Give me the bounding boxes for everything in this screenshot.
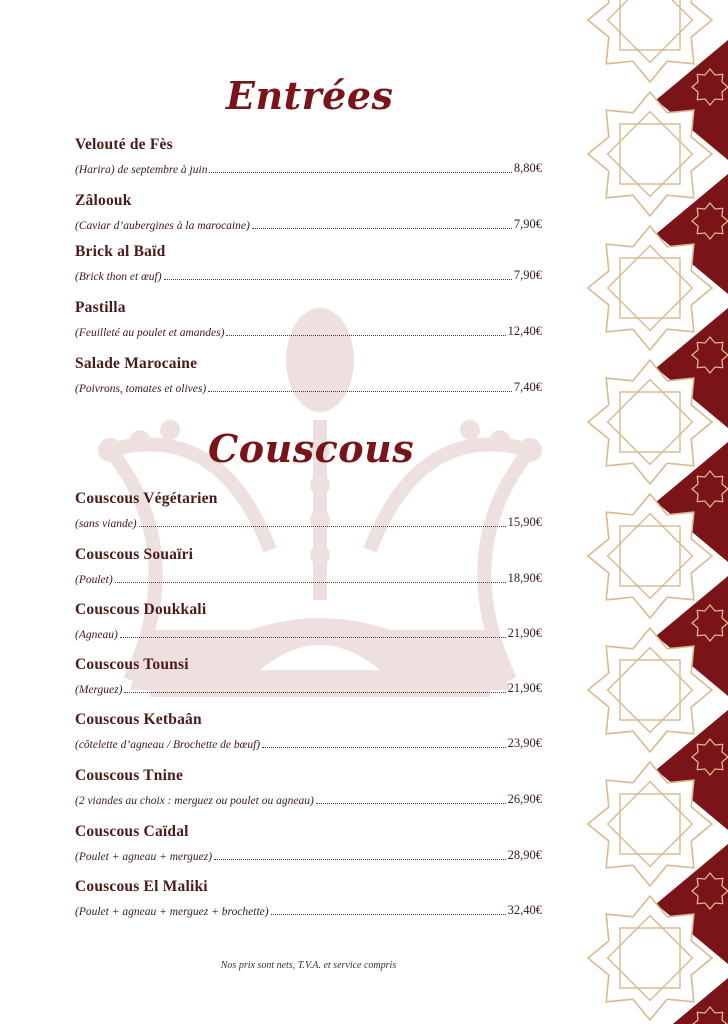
footer-note: Nos prix sont nets, T.V.A. et service compris xyxy=(220,960,397,971)
item-description: (Harira) de septembre à juin xyxy=(75,164,208,176)
dotted-leader xyxy=(316,803,506,804)
item-name: Couscous Tnine xyxy=(75,767,184,784)
menu-item xyxy=(75,767,542,807)
item-name: Velouté de Fès xyxy=(75,136,173,153)
item-description: (Merguez) xyxy=(75,684,123,696)
small-star xyxy=(692,337,728,373)
dotted-leader xyxy=(115,582,506,583)
item-description: (Poulet) xyxy=(75,574,113,586)
item-price: 7,90€ xyxy=(513,268,542,282)
dotted-leader xyxy=(262,747,506,748)
item-price: 8,80€ xyxy=(513,161,542,175)
item-description: (Feuilleté au poulet et amandes) xyxy=(75,327,225,339)
item-price: 26,90€ xyxy=(507,792,542,806)
item-description: (Agneau) xyxy=(75,629,118,641)
menu-item xyxy=(75,355,542,395)
item-name: Brick al Baïd xyxy=(75,243,166,260)
menu-item xyxy=(75,823,542,863)
item-price: 21,90€ xyxy=(507,626,542,640)
item-name: Couscous Tounsi xyxy=(75,656,189,673)
item-description: (Brick thon et œuf) xyxy=(75,271,162,283)
item-name: Couscous Ketbaân xyxy=(75,711,202,728)
dotted-leader xyxy=(208,391,512,392)
item-name: Couscous Souaïri xyxy=(75,546,194,563)
small-star xyxy=(692,69,728,105)
small-star xyxy=(692,471,728,507)
menu-item xyxy=(75,243,542,283)
menu-item xyxy=(75,299,542,339)
dotted-leader xyxy=(164,279,512,280)
menu-item xyxy=(75,192,542,232)
menu-item xyxy=(75,546,542,586)
dotted-leader xyxy=(271,914,506,915)
small-star xyxy=(692,873,728,909)
couscous-title: Couscous xyxy=(208,426,415,471)
small-star xyxy=(692,203,728,239)
item-price: 21,90€ xyxy=(507,681,542,695)
item-price: 23,90€ xyxy=(507,736,542,750)
item-description: (sans viande) xyxy=(75,518,137,530)
dotted-leader xyxy=(139,526,506,527)
small-star xyxy=(692,739,728,775)
item-name: Couscous Caïdal xyxy=(75,823,189,840)
menu-item xyxy=(75,601,542,641)
item-name: Couscous Doukkali xyxy=(75,601,207,618)
dotted-leader xyxy=(120,637,506,638)
menu-item xyxy=(75,878,542,918)
item-name: Pastilla xyxy=(75,299,126,316)
menu-item xyxy=(75,656,542,696)
item-price: 18,90€ xyxy=(507,571,542,585)
item-name: Zâloouk xyxy=(75,192,132,209)
dotted-leader xyxy=(214,859,506,860)
item-price: 7,40€ xyxy=(513,380,542,394)
dotted-leader xyxy=(252,228,512,229)
geometric-pattern-border xyxy=(584,0,728,1024)
dotted-leader xyxy=(226,335,505,336)
dotted-leader xyxy=(124,692,505,693)
menu-item xyxy=(75,490,542,530)
small-star xyxy=(692,605,728,641)
item-description: (Poivrons, tomates et olives) xyxy=(75,383,207,395)
menu-item xyxy=(75,136,542,176)
item-description: (Poulet + agneau + merguez) xyxy=(75,851,213,863)
item-price: 28,90€ xyxy=(507,848,542,862)
item-price: 7,90€ xyxy=(513,217,542,231)
entrees-title: Entrées xyxy=(226,73,394,118)
item-description: (Caviar d’aubergines à la marocaine) xyxy=(75,220,250,232)
item-description: (côtelette d’agneau / Brochette de bœuf) xyxy=(75,739,261,751)
dotted-leader xyxy=(209,172,511,173)
item-price: 32,40€ xyxy=(507,903,542,917)
item-price: 12,40€ xyxy=(507,324,542,338)
item-name: Couscous El Maliki xyxy=(75,878,208,895)
item-description: (Poulet + agneau + merguez + brochette) xyxy=(75,906,269,918)
item-name: Salade Marocaine xyxy=(75,355,198,372)
item-description: (2 viandes au choix : merguez ou poulet ou agneau) xyxy=(75,795,314,807)
item-price: 15,90€ xyxy=(507,515,542,529)
menu-item xyxy=(75,711,542,751)
item-name: Couscous Végétarien xyxy=(75,490,218,507)
